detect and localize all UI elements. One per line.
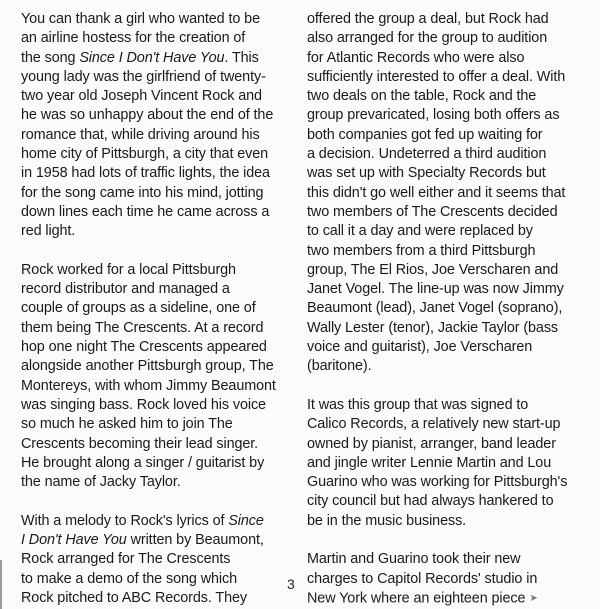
text-line	[307, 492, 583, 511]
text-segment: two members of The Crescents decided	[307, 203, 558, 220]
text-segment: also arranged for the group to audition	[307, 30, 548, 47]
text-line	[307, 570, 583, 589]
text-line	[21, 299, 293, 318]
text-line	[21, 377, 293, 396]
text-segment: Janet Vogel. The line-up was now Jimmy	[307, 281, 564, 298]
text-line	[307, 184, 583, 203]
text-line	[21, 531, 293, 550]
text-line	[21, 512, 293, 531]
text-line	[307, 512, 583, 531]
text-segment: in 1958 had lots of traffic lights, the idea	[21, 165, 270, 182]
text-line	[307, 87, 583, 106]
text-segment: a decision. Undeterred a third audition	[307, 146, 547, 163]
text-segment: romance that, while driving around his	[21, 126, 260, 143]
text-segment: Calico Records, a relatively new start-up	[307, 416, 561, 433]
text-segment: an airline hostess for the creation of	[21, 30, 246, 47]
text-segment: young lady was the girlfriend of twenty-	[21, 68, 266, 85]
text-segment: couple of groups as a sideline, one of	[21, 300, 256, 317]
text-line	[21, 68, 293, 87]
text-segment: sufficiently interested to offer a deal. With	[307, 68, 566, 85]
text-segment: two members from a third Pittsburgh	[307, 242, 536, 259]
text-line	[307, 473, 583, 492]
text-line	[21, 87, 293, 106]
text-segment: for Atlantic Records who were also	[307, 49, 525, 66]
text-line	[21, 49, 293, 68]
italic-title: Since I Don't Have You	[79, 49, 225, 66]
text-segment: group prevaricated, losing both offers as	[307, 107, 560, 124]
text-line	[307, 145, 583, 164]
text-segment: and jingle writer Lennie Martin and Lou	[307, 454, 552, 471]
text-line	[307, 589, 583, 609]
text-line	[21, 10, 293, 29]
text-line	[307, 550, 583, 569]
text-segment: them being The Crescents. At a record	[21, 319, 264, 336]
text-line	[21, 473, 293, 492]
text-line	[21, 203, 293, 222]
text-line	[21, 550, 293, 569]
text-line	[21, 126, 293, 145]
text-line	[307, 319, 583, 338]
text-line	[21, 29, 293, 48]
page-number: 3	[287, 576, 295, 592]
text-line	[307, 106, 583, 125]
text-segment: hop one night The Crescents appeared	[21, 339, 267, 356]
text-line	[21, 589, 293, 608]
text-line	[21, 261, 293, 280]
text-line	[307, 396, 583, 415]
text-segment: Guarino who was working for Pittsburgh's	[307, 474, 568, 491]
text-segment: You can thank a girl who wanted to be	[21, 11, 260, 27]
text-segment: voice and guitarist), Joe Verscharen	[307, 339, 533, 356]
text-segment: (baritone).	[307, 358, 372, 375]
text-line	[21, 396, 293, 415]
text-line	[21, 319, 293, 338]
text-line	[21, 164, 293, 183]
text-line	[307, 29, 583, 48]
text-segment: record distributor and managed a	[21, 281, 230, 298]
text-line	[307, 280, 583, 299]
text-segment: With a melody to Rock's lyrics of	[21, 512, 229, 529]
text-line	[307, 222, 583, 241]
text-line	[307, 49, 583, 68]
text-line	[307, 242, 583, 261]
text-segment: this didn't go well either and it seems that	[307, 184, 566, 201]
text-segment: down lines each time he came across a	[21, 203, 270, 220]
text-line	[21, 357, 293, 376]
text-segment: two deals on the table, Rock and the	[307, 88, 537, 105]
text-line	[21, 280, 293, 299]
text-line	[307, 415, 583, 434]
text-segment: offered the group a deal, but Rock had	[307, 11, 549, 27]
text-line	[21, 435, 293, 454]
text-segment: the name of Jacky Taylor.	[21, 474, 181, 491]
text-line	[21, 570, 293, 589]
right-column	[307, 10, 583, 609]
text-line	[307, 203, 583, 222]
text-segment: home city of Pittsburgh, a city that even	[21, 146, 269, 163]
text-segment: alongside another Pittsburgh group, The	[21, 358, 274, 375]
text-segment: he was so unhappy about the end of the	[21, 107, 274, 124]
text-segment: Montereys, with whom Jimmy Beaumont	[21, 377, 276, 394]
text-line	[307, 68, 583, 87]
spine-edge	[0, 560, 2, 609]
paragraph	[21, 512, 293, 608]
text-segment: was set up with Specialty Records but	[307, 165, 546, 182]
text-line	[21, 145, 293, 164]
text-segment: for the song came into his mind, jotting	[21, 184, 264, 201]
arrow-right-icon: ➤	[529, 592, 538, 604]
text-line	[307, 10, 583, 29]
text-segment: Wally Lester (tenor), Jackie Taylor (bass	[307, 319, 559, 336]
text-line	[21, 184, 293, 203]
paragraph	[307, 550, 583, 608]
text-segment: Rock arranged for The Crescents	[21, 551, 231, 568]
text-segment: be in the music business.	[307, 512, 467, 529]
text-line	[307, 357, 583, 376]
text-segment: both companies got fed up waiting for	[307, 126, 543, 143]
text-segment: to make a demo of the song which	[21, 570, 237, 587]
text-line	[21, 106, 293, 125]
paragraph	[307, 396, 583, 531]
text-line	[307, 338, 583, 357]
text-line	[307, 164, 583, 183]
text-segment: He brought along a singer / guitarist by	[21, 454, 265, 471]
text-segment: Beaumont (lead), Janet Vogel (soprano),	[307, 300, 563, 317]
text-segment: Crescents becoming their lead singer.	[21, 435, 259, 452]
text-line	[21, 338, 293, 357]
text-segment: owned by pianist, arranger, band leader	[307, 435, 556, 452]
text-line	[307, 126, 583, 145]
text-line	[307, 454, 583, 473]
text-line	[307, 299, 583, 318]
text-segment: city council but had always hankered to	[307, 493, 554, 510]
text-segment: Rock pitched to ABC Records. They	[21, 589, 247, 606]
text-segment: written by Beaumont,	[126, 532, 264, 549]
text-segment: was singing bass. Rock loved his voice	[21, 396, 266, 413]
text-segment: New York where an eighteen piece	[307, 590, 526, 607]
paragraph	[21, 261, 293, 493]
text-line	[307, 435, 583, 454]
italic-title: Since	[228, 512, 264, 529]
text-line	[21, 222, 293, 241]
text-segment: to call it a day and were replaced by	[307, 223, 533, 240]
text-segment: red light.	[21, 223, 76, 240]
text-line	[307, 261, 583, 280]
text-segment: two year old Joseph Vincent Rock and	[21, 88, 262, 105]
text-line	[21, 415, 293, 434]
paragraph	[21, 10, 293, 242]
text-line	[21, 454, 293, 473]
text-segment: Rock worked for a local Pittsburgh	[21, 261, 236, 278]
left-column	[21, 10, 293, 608]
italic-title: I Don't Have You	[21, 532, 127, 549]
text-segment: It was this group that was signed to	[307, 396, 529, 413]
text-segment: charges to Capitol Records' studio in	[307, 570, 538, 587]
paragraph	[307, 10, 583, 377]
text-segment: . This	[224, 49, 259, 66]
text-segment: so much he asked him to join The	[21, 416, 233, 433]
text-segment: the song	[21, 49, 80, 66]
text-segment: Martin and Guarino took their new	[307, 551, 521, 568]
text-segment: group, The El Rios, Joe Verscharen and	[307, 261, 559, 278]
